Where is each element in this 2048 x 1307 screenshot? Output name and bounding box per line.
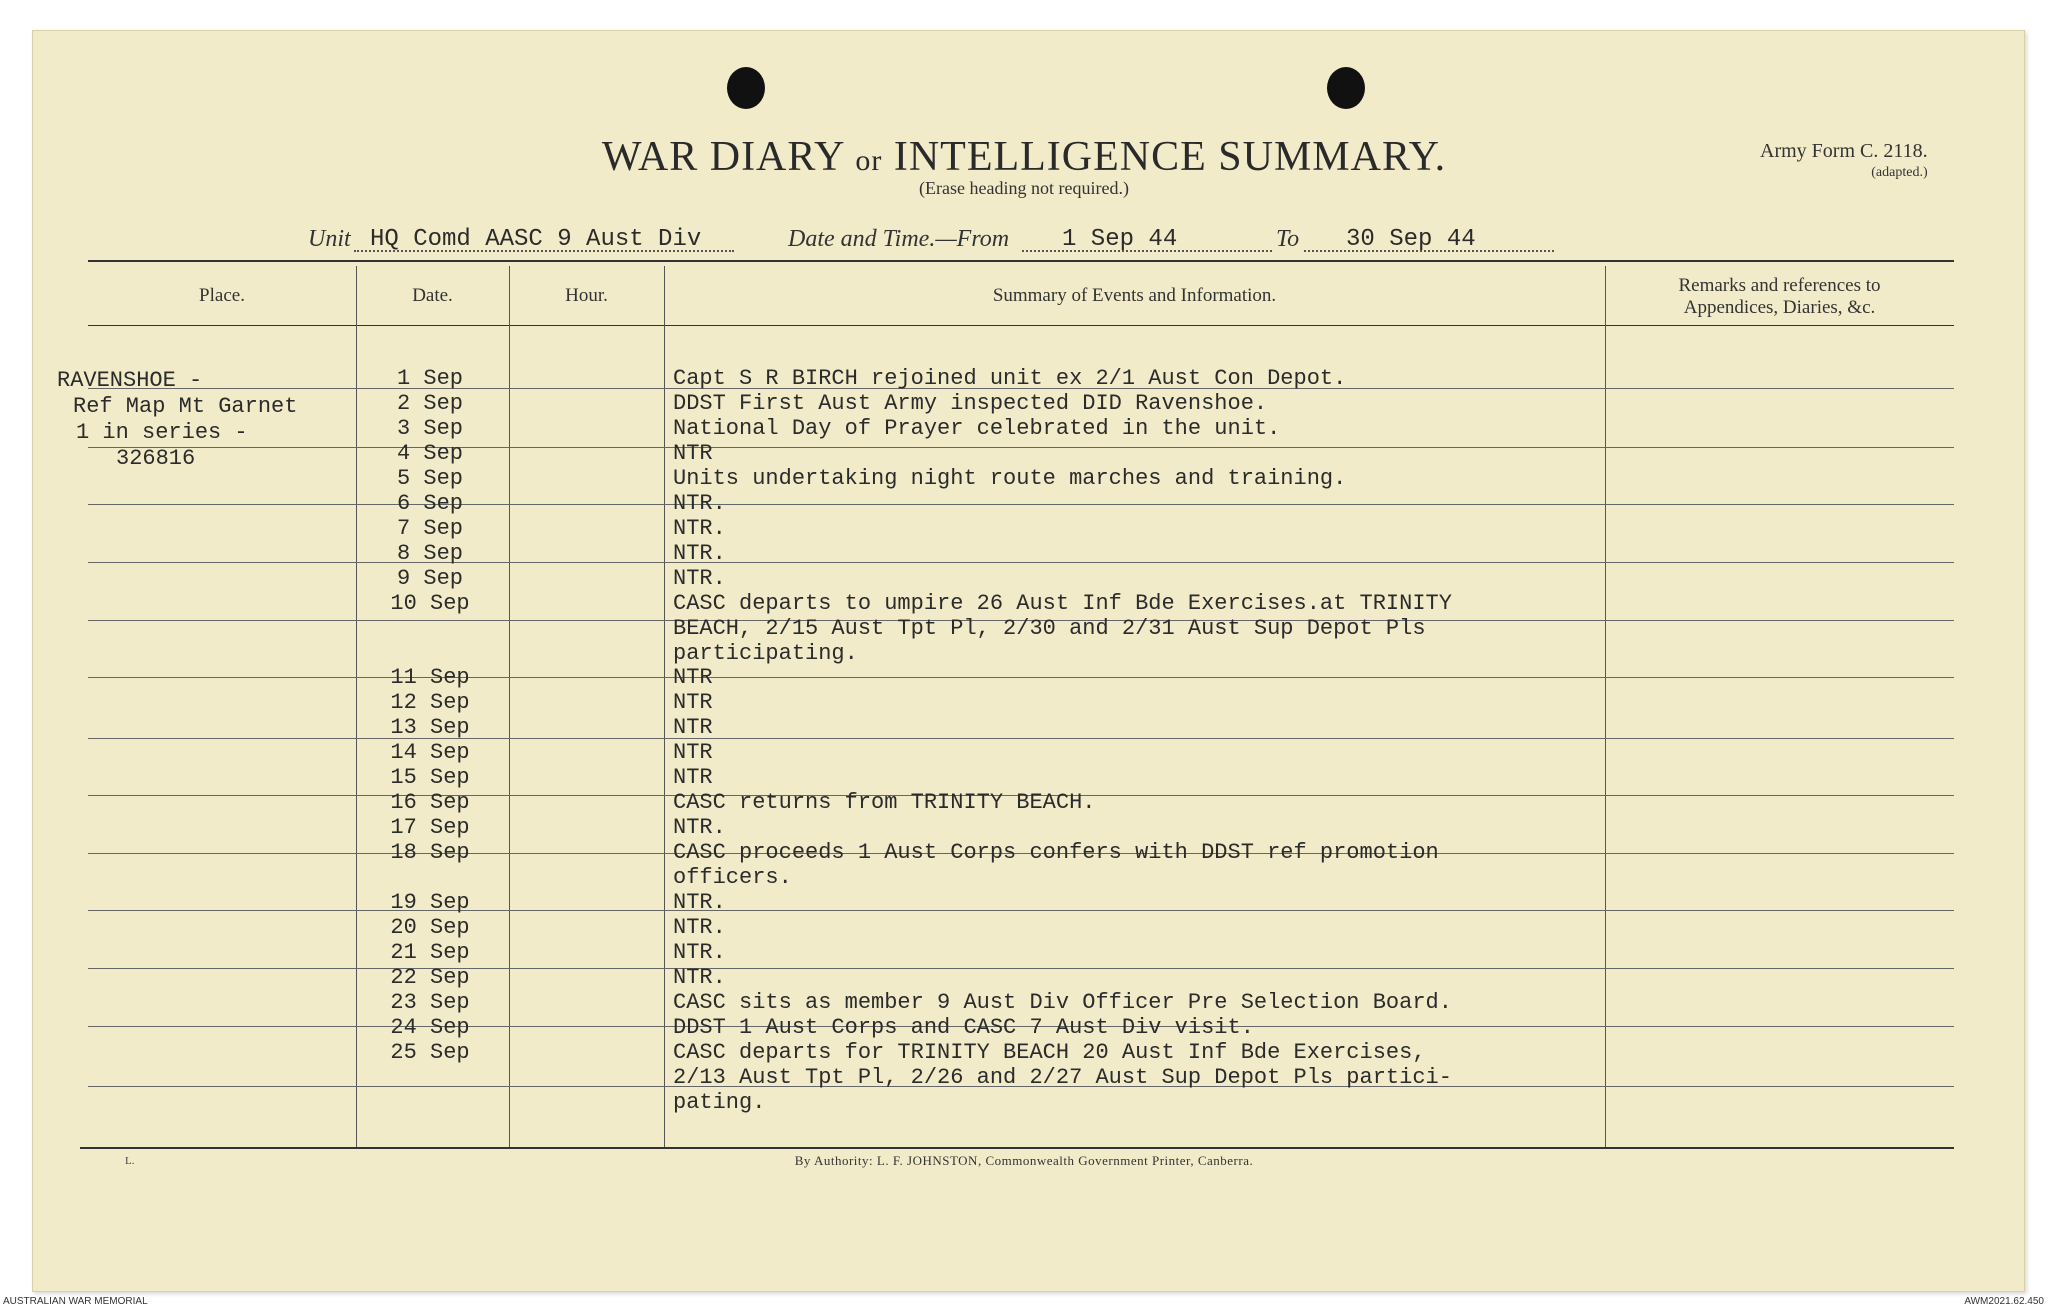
entry-date: 9 Sep	[396, 566, 463, 591]
remarks-header-line2: Appendices, Diaries, &c.	[1683, 297, 1876, 318]
ruled-line	[88, 562, 1954, 563]
date-label: Date and Time.—From	[788, 226, 1010, 252]
table-bottom-border	[80, 1147, 1954, 1149]
entry-date: 1 Sep	[396, 366, 463, 391]
entry-summary-continued: participating.	[673, 641, 858, 666]
entry-date: 25 Sep	[390, 1040, 470, 1065]
from-value: 1 Sep 44	[1062, 226, 1178, 253]
entry-summary: NTR.	[673, 915, 726, 940]
entry-date: 17 Sep	[390, 815, 470, 840]
entry-date: 24 Sep	[390, 1015, 470, 1040]
entry-summary: National Day of Prayer celebrated in the unit.	[673, 416, 1281, 441]
form-subtitle: (Erase heading not required.)	[919, 178, 1129, 198]
entry-summary: NTR.	[673, 541, 726, 566]
entry-date: 21 Sep	[390, 940, 470, 965]
entry-date: 8 Sep	[396, 541, 463, 566]
ruled-line	[88, 677, 1954, 678]
entry-summary: CASC sits as member 9 Aust Div Officer Pre Selection Board.	[673, 990, 1452, 1015]
entry-summary: NTR	[673, 715, 713, 740]
entry-summary: NTR.	[673, 815, 726, 840]
entry-summary: Capt S R BIRCH rejoined unit ex 2/1 Aust Con Depot.	[673, 366, 1347, 391]
entry-summary: CASC departs to umpire 26 Aust Inf Bde Exercises.at TRINITY	[673, 591, 1452, 616]
printer-authority: By Authority: L. F. JOHNSTON, Commonwealth Government Printer, Canberra.	[794, 1153, 1254, 1168]
col-header-hour: Hour.	[565, 285, 608, 306]
entry-date: 14 Sep	[390, 740, 470, 765]
remarks-header-line1: Remarks and references to	[1678, 275, 1881, 296]
col-header-place: Place.	[199, 285, 245, 306]
entry-date: 16 Sep	[390, 790, 470, 815]
ruled-line	[88, 447, 1954, 448]
entry-date: 23 Sep	[390, 990, 470, 1015]
entry-summary: NTR	[673, 690, 713, 715]
to-value: 30 Sep 44	[1346, 226, 1476, 253]
entry-date: 11 Sep	[390, 665, 470, 690]
entry-summary: CASC returns from TRINITY BEACH.	[673, 790, 1096, 815]
entry-date: 6 Sep	[396, 491, 463, 516]
entry-summary-continued: pating.	[673, 1090, 766, 1115]
punch-hole-left	[727, 67, 765, 109]
diary-sheet	[32, 30, 2025, 1292]
entry-summary: CASC departs for TRINITY BEACH 20 Aust Inf Bde Exercises,	[673, 1040, 1426, 1065]
entry-date: 13 Sep	[390, 715, 470, 740]
entry-date: 12 Sep	[390, 690, 470, 715]
archive-caption-left: AUSTRALIAN WAR MEMORIAL	[3, 1296, 148, 1307]
ruled-line	[88, 968, 1954, 969]
entry-summary: NTR.	[673, 940, 726, 965]
entry-date: 18 Sep	[390, 840, 470, 865]
place-line-3: 1 in series -	[76, 420, 248, 445]
col-divider-place	[356, 266, 357, 1147]
entry-date: 10 Sep	[390, 591, 470, 616]
ruled-line	[88, 738, 1954, 739]
entry-summary: NTR.	[673, 566, 726, 591]
entry-date: 19 Sep	[390, 890, 470, 915]
entry-date: 20 Sep	[390, 915, 470, 940]
ruled-line	[88, 504, 1954, 505]
title-or: or	[855, 144, 883, 177]
col-divider-date	[509, 266, 510, 1147]
entry-date: 7 Sep	[396, 516, 463, 541]
table-header-divider	[88, 325, 1954, 326]
entry-summary: NTR.	[673, 491, 726, 516]
entry-summary: NTR.	[673, 965, 726, 990]
form-number: Army Form C. 2118.	[1760, 140, 1928, 162]
entry-summary: CASC proceeds 1 Aust Corps confers with DDST ref promotion	[673, 840, 1439, 865]
to-label: To	[1276, 226, 1300, 252]
entry-summary: DDST First Aust Army inspected DID Ravenshoe.	[673, 391, 1268, 416]
entry-date: 2 Sep	[396, 391, 463, 416]
entry-date: 4 Sep	[396, 441, 463, 466]
entry-summary-continued: officers.	[673, 865, 792, 890]
col-header-summary: Summary of Events and Information.	[992, 285, 1277, 306]
entry-summary: DDST 1 Aust Corps and CASC 7 Aust Div visit.	[673, 1015, 1254, 1040]
entry-summary: NTR	[673, 665, 713, 690]
entry-date: 15 Sep	[390, 765, 470, 790]
col-header-remarks	[1605, 275, 1954, 319]
place-line-4: 326816	[116, 446, 196, 471]
army-form-reference	[1760, 140, 1928, 181]
printer-mark: L.	[125, 1155, 135, 1167]
punch-hole-right	[1327, 67, 1365, 109]
unit-label: Unit	[308, 226, 351, 252]
col-header-date: Date.	[412, 285, 453, 306]
form-title	[0, 133, 2048, 181]
col-divider-summary	[1605, 266, 1606, 1147]
table-top-border	[88, 260, 1954, 262]
entry-summary: NTR	[673, 441, 713, 466]
entry-summary: NTR	[673, 765, 713, 790]
unit-value: HQ Comd AASC 9 Aust Div	[370, 226, 702, 253]
place-line-1: RAVENSHOE -	[57, 368, 203, 393]
entry-date: 22 Sep	[390, 965, 470, 990]
entry-date: 5 Sep	[396, 466, 463, 491]
title-intelligence-summary: INTELLIGENCE SUMMARY.	[893, 134, 1447, 180]
col-divider-hour	[664, 266, 665, 1147]
entry-summary: NTR.	[673, 516, 726, 541]
entry-summary: Units undertaking night route marches and training.	[673, 466, 1347, 491]
entry-summary-continued: BEACH, 2/15 Aust Tpt Pl, 2/30 and 2/31 Aust Sup Depot Pls	[673, 616, 1426, 641]
entry-summary: NTR.	[673, 890, 726, 915]
ruled-line	[88, 910, 1954, 911]
entry-summary-continued: 2/13 Aust Tpt Pl, 2/26 and 2/27 Aust Sup Depot Pls partici-	[673, 1065, 1452, 1090]
entry-summary: NTR	[673, 740, 713, 765]
archive-caption-right: AWM2021.62.450	[1964, 1296, 2044, 1307]
place-line-2: Ref Map Mt Garnet	[73, 394, 298, 419]
form-adapted-note: (adapted.)	[1871, 165, 1928, 180]
title-war-diary: WAR DIARY	[601, 134, 844, 180]
entry-date: 3 Sep	[396, 416, 463, 441]
